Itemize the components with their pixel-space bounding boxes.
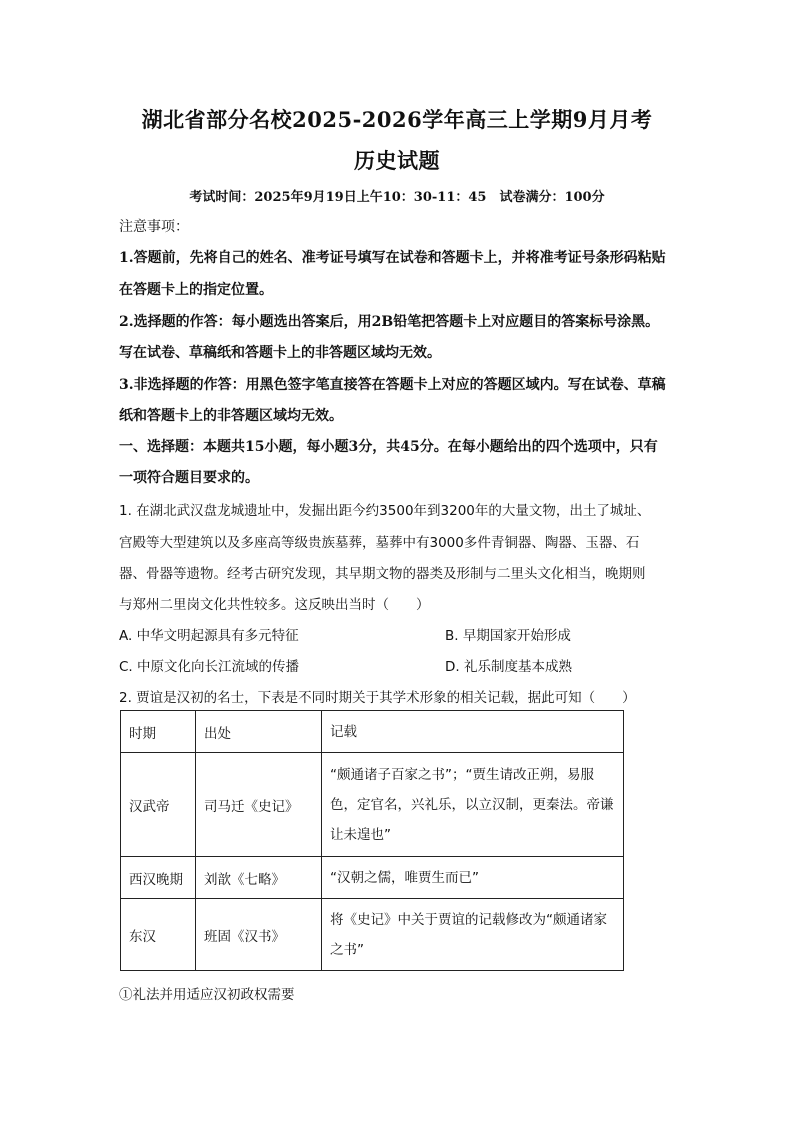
table-row bbox=[121, 899, 624, 971]
table-cell-source: 班固《汉书》 bbox=[196, 899, 322, 971]
exam-subject: 历史试题 bbox=[354, 148, 440, 173]
table-cell-source: 司马迁《史记》 bbox=[196, 753, 322, 857]
note-line: 1.答题前，先将自己的姓名、准考证号填写在试卷和答题卡上，并将准考证号条形码粘贴 bbox=[119, 250, 666, 266]
q1-stem-line: 器、骨器等遗物。经考古研究发现，其早期文物的器类及形制与二里头文化相当，晚期则 bbox=[119, 566, 646, 582]
q1-option-a[interactable]: A. 中华文明起源具有多元特征 bbox=[119, 628, 299, 644]
table-header: 时期 bbox=[121, 711, 196, 753]
q1-option-d[interactable]: D. 礼乐制度基本成熟 bbox=[445, 659, 572, 675]
table-row bbox=[121, 857, 624, 899]
table-cell-record: “汉朝之儒，唯贾生而已” bbox=[322, 857, 624, 899]
table-header: 记载 bbox=[322, 711, 624, 753]
table-header-row bbox=[121, 711, 624, 753]
table-cell-period: 东汉 bbox=[121, 899, 196, 971]
table-row bbox=[121, 753, 624, 857]
section-heading: 一、选择题：本题共15小题，每小题3分，共45分。在每小题给出的四个选项中，只有 bbox=[119, 439, 658, 455]
section-heading: 一项符合题目要求的。 bbox=[119, 470, 259, 486]
q1-option-c[interactable]: C. 中原文化向长江流域的传播 bbox=[119, 659, 300, 675]
table-cell-source: 刘歆《七略》 bbox=[196, 857, 322, 899]
table-cell-record: “颇通诸子百家之书”；“贾生请改正朔，易服色，定官名，兴礼乐，以立汉制，更秦法。帝谦让未遑也” bbox=[322, 753, 624, 857]
note-line: 3.非选择题的作答：用黑色签字笔直接答在答题卡上对应的答题区域内。写在试卷、草稿 bbox=[119, 377, 666, 393]
q1-stem-line: 宫殿等大型建筑以及多座高等级贵族墓葬，墓葬中有3000多件青铜器、陶器、玉器、石 bbox=[119, 535, 640, 551]
note-line: 纸和答题卡上的非答题区域均无效。 bbox=[119, 408, 343, 424]
q1-stem-line: 1. 在湖北武汉盘龙城遗址中，发掘出距今约3500年到3200年的大量文物，出土了城址、 bbox=[119, 503, 651, 519]
table-header: 出处 bbox=[196, 711, 322, 753]
q1-stem-line: 与郑州二里岗文化共性较多。这反映出当时（ ） bbox=[119, 597, 430, 613]
exam-title: 湖北省部分名校2025-2026学年高三上学期9月月考 bbox=[141, 107, 653, 132]
q1-option-b[interactable]: B. 早期国家开始形成 bbox=[445, 628, 571, 644]
exam-info: 考试时间：2025年9月19日上午10：30-11：45 试卷满分：100分 bbox=[189, 190, 605, 205]
notes-heading: 注意事项： bbox=[119, 219, 189, 235]
q2-stem: 2. 贾谊是汉初的名士，下表是不同时期关于其学术形象的相关记载，据此可知（ ） bbox=[119, 690, 636, 706]
note-line: 写在试卷、草稿纸和答题卡上的非答题区域均无效。 bbox=[119, 345, 441, 361]
q2-statement-1: ①礼法并用适应汉初政权需要 bbox=[119, 987, 295, 1003]
table-cell-record: 将《史记》中关于贾谊的记载修改为“颇通诸家之书” bbox=[322, 899, 624, 971]
note-line: 2.选择题的作答：每小题选出答案后，用2B铅笔把答题卡上对应题目的答案标号涂黑。 bbox=[119, 314, 660, 330]
table-cell-period: 西汉晚期 bbox=[121, 857, 196, 899]
table-cell-period: 汉武帝 bbox=[121, 753, 196, 857]
q2-table bbox=[120, 710, 624, 971]
note-line: 在答题卡上的指定位置。 bbox=[119, 282, 273, 298]
